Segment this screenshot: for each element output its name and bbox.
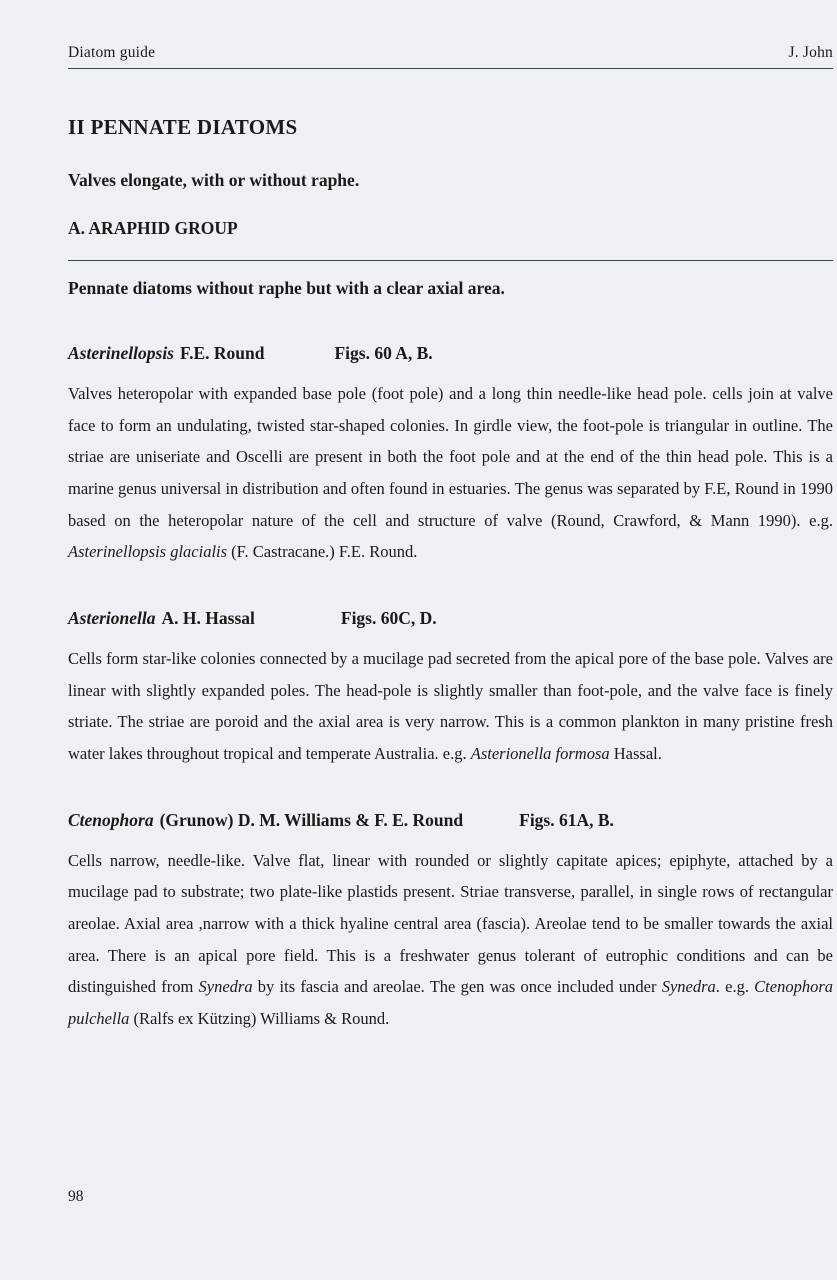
taxon-authority: A. H. Hassal bbox=[161, 608, 255, 629]
figure-reference: Figs. 60C, D. bbox=[340, 608, 437, 629]
figure-reference: Figs. 60 A, B. bbox=[334, 343, 433, 363]
page-content bbox=[68, 44, 833, 1035]
taxon-name: Ctenophora bbox=[68, 809, 154, 830]
taxon-entry bbox=[68, 343, 833, 568]
running-head-right: J. John bbox=[788, 44, 833, 61]
taxon-authority: (Grunow) D. M. Williams & F. E. Round bbox=[159, 809, 464, 830]
taxon-name: Asterinellopsis bbox=[68, 343, 174, 363]
section-subhead-period: . bbox=[354, 170, 360, 190]
taxon-name: Asterionella bbox=[68, 608, 156, 629]
running-head bbox=[68, 44, 833, 66]
figure-reference: Figs. 61A, B. bbox=[519, 809, 614, 830]
taxon-description: Valves heteropolar with expanded base pole (foot pole) and a long thin needle-like head pole. cells join at valve face to form an undulating, twisted star-shaped colonies. In girdle view, the foot-pole is triangular in outline. The striae are uniseriate and Oscelli are present in both the foot pole and at the end of the thin head pole. This is a marine genus universal in distribution and often found in estuaries. The genus was separated by F.E, Round in 1990 based on the heteropolar nature of the cell and structure of valve (Round, Crawford, & Mann 1990). e.g. Asterinellopsis glacialis (F. Castracane.) F.E. Round. bbox=[68, 384, 833, 562]
section-subhead bbox=[68, 170, 833, 191]
taxon-heading bbox=[68, 810, 833, 831]
page-title: II PENNATE DIATOMS bbox=[68, 115, 298, 139]
taxon-description: Cells narrow, needle-like. Valve flat, linear with rounded or slightly capitate apices; epiphyte, attached by a mucilage pad to substrate; two plate-like plastids present. Striae transverse, parallel, in single rows of rectangular areolae. Axial area ,narrow with a thick hyaline central area (fascia). Areolae tend to be smaller towards the axial area. There is an apical pore field. This is a freshwater genus tolerant of eutrophic conditions and can be distinguished from Synedra by its fascia and areolae. The gen was once included under Synedra. e.g. Ctenophora pulchella (Ralfs ex Kützing) Williams & Round. bbox=[68, 850, 834, 1029]
group-divider bbox=[68, 260, 833, 261]
taxon-authority: F.E. Round bbox=[180, 343, 265, 363]
header-rule bbox=[68, 68, 833, 69]
taxon-heading bbox=[68, 343, 833, 364]
group-title: A. ARAPHID GROUP bbox=[68, 218, 238, 238]
taxon-heading bbox=[68, 608, 833, 629]
running-head-left: Diatom guide bbox=[68, 44, 156, 61]
page-number: 98 bbox=[68, 1188, 84, 1205]
taxon-entry bbox=[68, 608, 833, 770]
section-subhead-text: Valves elongate, with or without raphe bbox=[68, 170, 355, 190]
group-description: Pennate diatoms without raphe but with a clear axial area. bbox=[68, 278, 505, 298]
taxon-description: Cells form star-like colonies connected by a mucilage pad secreted from the apical pore of the base pole. Valves are linear with slightly expanded poles. The head-pole is slightly smaller than foot-pole, and the valve face is finely striate. The striae are poroid and the axial area is very narrow. This is a common plankton in many pristine fresh water lakes throughout tropical and temperate Australia. e.g. Asterionella formosa Hassal. bbox=[68, 649, 833, 764]
taxon-entry bbox=[68, 810, 833, 1035]
